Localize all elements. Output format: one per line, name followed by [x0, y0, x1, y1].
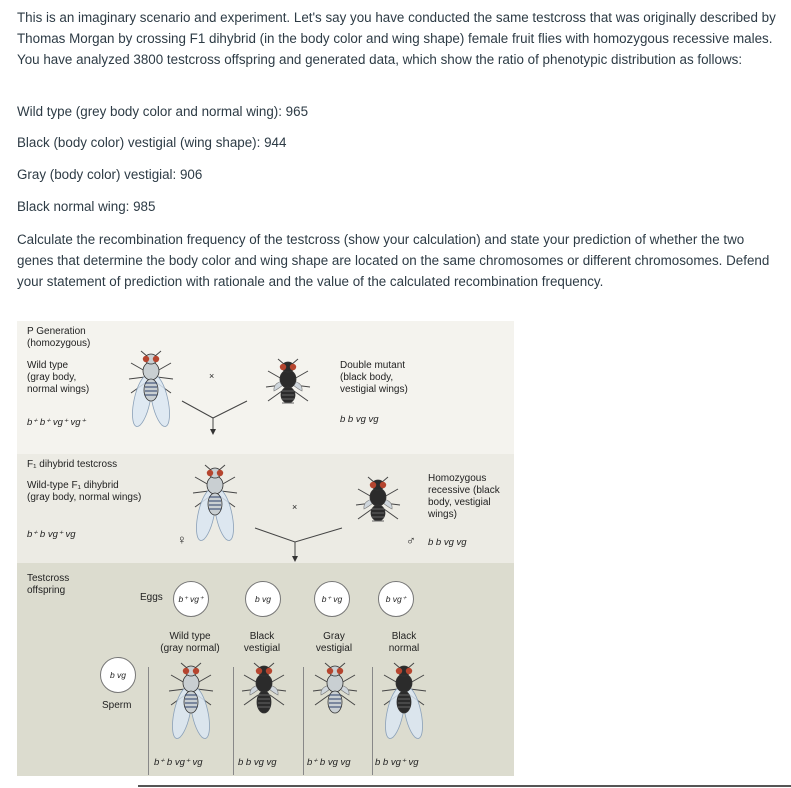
p-mutant-genotype: b b vg vg	[340, 414, 379, 425]
pheno-4-line2: normal	[388, 643, 420, 654]
pheno-2-line2: vestigial	[243, 643, 281, 654]
offspring-genotype-1: b⁺ b vg⁺ vg	[154, 757, 203, 768]
egg-3: b⁺ vg	[314, 581, 350, 617]
fly-offspring-black-vestigial	[236, 661, 292, 749]
f1-rec-label-2: recessive (black	[428, 485, 500, 496]
male-symbol: ♂	[406, 533, 416, 548]
p-mutant-label-1: Double mutant	[340, 360, 406, 371]
female-symbol: ♀	[177, 532, 187, 547]
pheno-2-line1: Black	[249, 631, 275, 642]
p-gen-subtitle: (homozygous)	[27, 338, 91, 349]
fly-offspring-wild-type	[163, 661, 219, 749]
f1-wild-label-1: Wild-type F₁ dihybrid	[27, 480, 119, 491]
p-mutant-label-2: (black body,	[340, 372, 394, 383]
page-bottom-rule	[138, 785, 791, 787]
fly-p-wild-type	[123, 349, 179, 437]
fly-p-double-mutant	[260, 357, 316, 419]
p-cross-symbol: ×	[209, 371, 215, 381]
fly-f1-dihybrid	[187, 463, 243, 551]
sperm: b vg	[100, 657, 136, 693]
p-wild-label-3: normal wings)	[27, 384, 90, 395]
eggs-label: Eggs	[140, 592, 163, 603]
f1-rec-label-3: body, vestigial	[428, 497, 491, 508]
testcross-title-2: offspring	[27, 585, 66, 596]
fly-offspring-gray-vestigial	[307, 661, 363, 749]
pheno-3-line2: vestigial	[315, 643, 353, 654]
sperm-label: Sperm	[102, 700, 132, 711]
f1-wild-genotype: b⁺ b vg⁺ vg	[27, 529, 76, 540]
f1-title: F₁ dihybrid testcross	[27, 459, 118, 470]
fly-offspring-black-normal	[376, 661, 432, 749]
pheno-1-line1: Wild type	[169, 631, 211, 642]
f1-rec-label-1: Homozygous	[428, 473, 487, 484]
p-wild-genotype: b⁺ b⁺ vg⁺ vg⁺	[27, 417, 86, 428]
question-intro: This is an imaginary scenario and experiment. Let's say you have conducted the same testcross that was originally described by Thomas Morgan by crossing F1 dihybrid (in the body color and wing shape) female fruit flies with homozygous recessive males. You have analyzed 3800 testcross offspring and generated data, which show the ratio of phenotypic distribution as follows:	[17, 10, 776, 67]
egg-2: b vg	[245, 581, 281, 617]
data-line-wild-type: Wild type (grey body color and normal wing): 965	[17, 104, 309, 119]
pheno-4-line1: Black	[391, 631, 417, 642]
f1-cross-symbol: ×	[292, 502, 298, 512]
p-mutant-label-3: vestigial wings)	[340, 384, 408, 395]
p-wild-label-1: Wild type	[27, 360, 69, 371]
f1-rec-genotype: b b vg vg	[428, 537, 467, 548]
offspring-genotype-3: b⁺ b vg vg	[307, 757, 351, 768]
p-gen-title: P Generation	[27, 326, 86, 337]
f1-wild-label-2: (gray body, normal wings)	[27, 492, 142, 503]
pheno-3-line1: Gray	[323, 631, 345, 642]
data-line-black-vestigial: Black (body color) vestigial (wing shape): 944	[17, 135, 287, 150]
egg-4: b vg⁺	[378, 581, 414, 617]
data-line-gray-vestigial: Gray (body color) vestigial: 906	[17, 167, 203, 182]
p-wild-label-2: (gray body,	[27, 372, 77, 383]
testcross-title-1: Testcross	[27, 573, 70, 584]
offspring-genotype-4: b b vg⁺ vg	[375, 757, 419, 768]
egg-1: b⁺ vg⁺	[173, 581, 209, 617]
pheno-1-line2: (gray normal)	[160, 643, 220, 654]
f1-rec-label-4: wings)	[428, 509, 457, 520]
data-line-black-normal: Black normal wing: 985	[17, 199, 156, 214]
offspring-genotype-2: b b vg vg	[238, 757, 277, 768]
fly-f1-recessive	[350, 475, 406, 537]
question-task: Calculate the recombination frequency of the testcross (show your calculation) and state your prediction of whether the two genes that determine the body color and wing shape are located on the same chromosomes or different chromosomes. Defend your statement of prediction with rationale and the value of the calculated recombination frequency.	[17, 232, 770, 289]
morgan-testcross-figure	[17, 321, 514, 776]
